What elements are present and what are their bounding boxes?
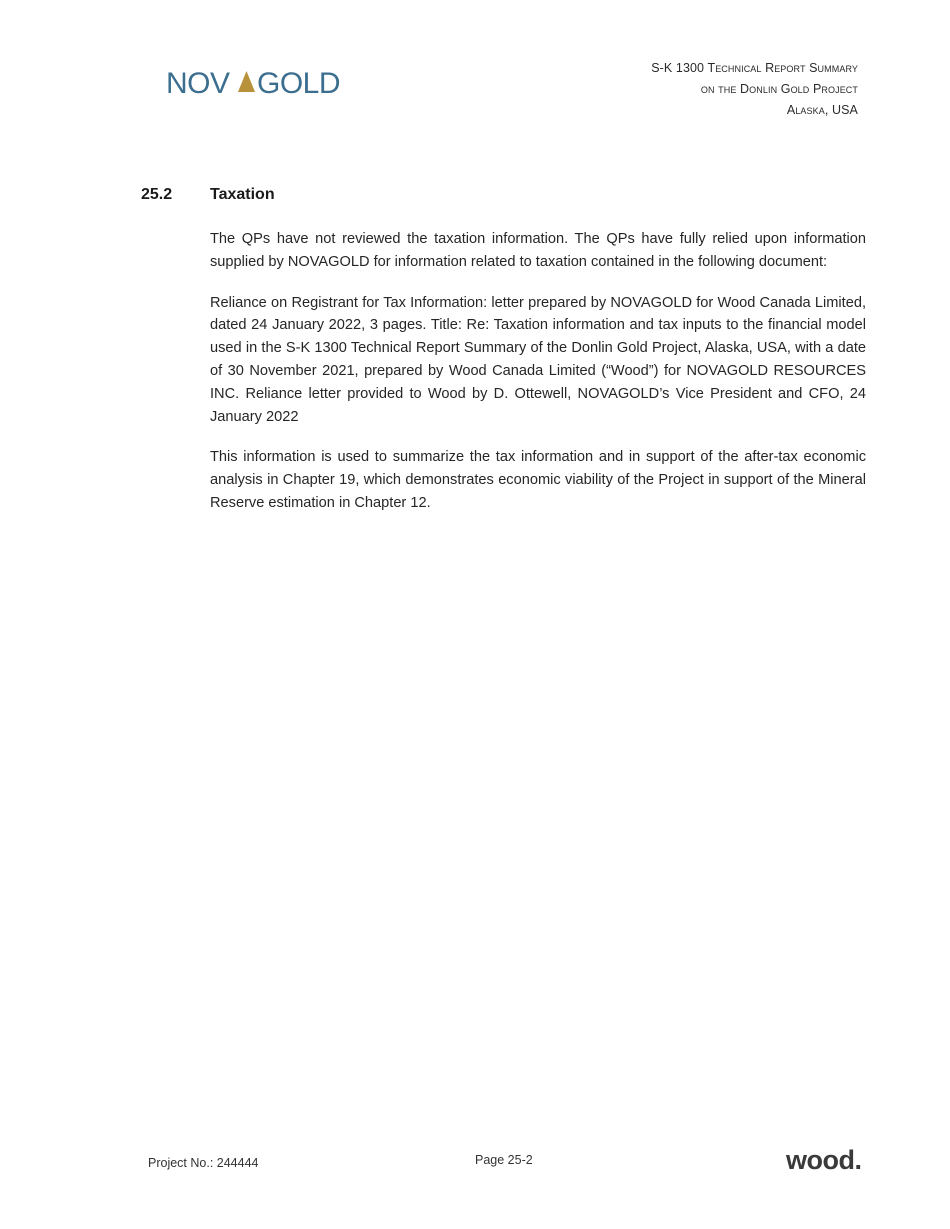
report-title-line3: Alaska, USA	[786, 103, 858, 117]
wood-logo-graphic	[786, 1143, 862, 1177]
novagold-logo-triangle	[238, 71, 255, 92]
paragraph-3: This information is used to summarize the tax information and in support of the after-tax economic analysis in Chapter 19, which demonstrates economic viability of the Project in support of the Mineral Reserve estimation in Chapter 12.	[210, 449, 866, 511]
report-title-line2: on the Donlin Gold Project	[700, 82, 858, 96]
paragraph-1: The QPs have not reviewed the taxation information. The QPs have fully relied upon information supplied by NOVAGOLD for information related to taxation contained in the following document:	[210, 231, 866, 270]
novagold-logo-graphic	[166, 62, 344, 102]
novagold-logo-text-nov: NOV	[166, 67, 230, 100]
page-number: Page 25-2	[475, 1153, 533, 1167]
novagold-logo-text-gold: GOLD	[257, 67, 341, 100]
wood-logo-text: wood.	[786, 1145, 862, 1175]
paragraph-2: Reliance on Registrant for Tax Information: letter prepared by NOVAGOLD for Wood Canada Limited, dated 24 January 2022, 3 pages. Title: Re: Taxation information and tax inputs to the financial model used in the S-K 1300 Technical Report Summary of the Donlin Gold Project, Alaska, USA, with a date of 30 November 2021, prepared by Wood Canada Limited (“Wood”) for NOVAGOLD RESOURCES INC. Reliance letter provided to Wood by D. Ottewell, NOVAGOLD’s Vice President and CFO, 24 January 2022	[210, 294, 866, 425]
section-title: Taxation	[210, 186, 275, 203]
novagold-logo	[166, 62, 344, 102]
section-body	[210, 228, 866, 533]
section-number: 25.2	[141, 186, 173, 203]
project-number: Project No.: 244444	[148, 1156, 259, 1170]
report-header	[651, 58, 858, 121]
section-heading	[141, 186, 275, 204]
wood-logo	[786, 1143, 862, 1177]
report-title-line1: S-K 1300 Technical Report Summary	[651, 61, 858, 75]
